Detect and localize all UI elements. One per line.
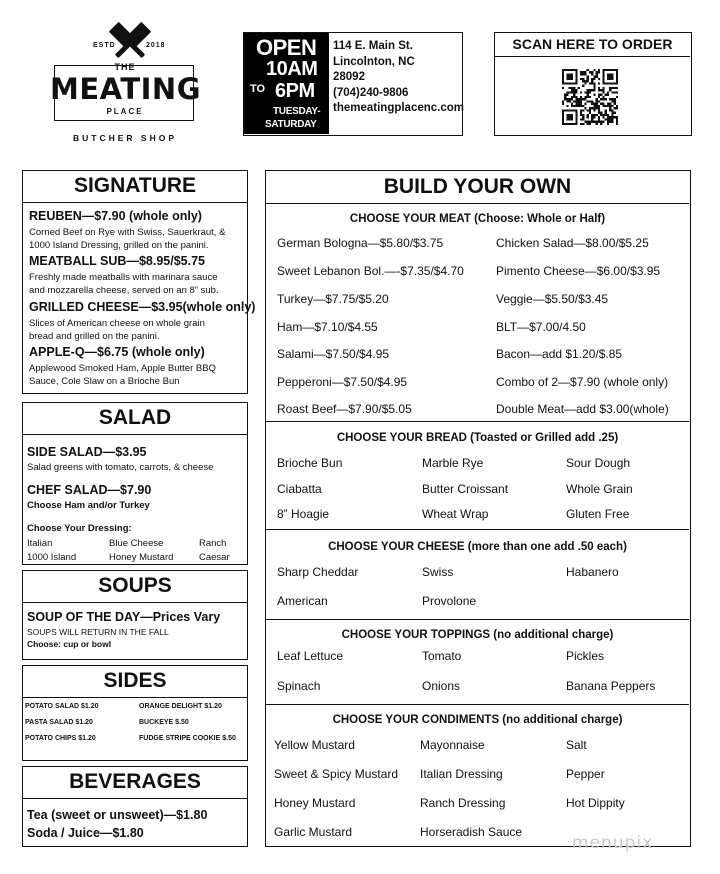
side-item: PASTA SALAD $1.20 xyxy=(25,719,93,726)
menu-item-desc: Salad greens with tomato, carrots, & cheese xyxy=(27,462,214,473)
meat-option: German Bologna—$5.80/$3.75 xyxy=(277,236,444,250)
dressing-label: Choose Your Dressing: xyxy=(27,523,132,534)
logo-estd: ESTD xyxy=(93,42,116,49)
side-item: ORANGE DELIGHT $1.20 xyxy=(139,703,222,710)
cheese-option: Sharp Cheddar xyxy=(277,565,359,579)
bread-option: Ciabatta xyxy=(277,482,322,496)
divider xyxy=(266,421,689,422)
meat-option: Bacon—add $1.20/$.85 xyxy=(496,347,623,361)
menu-item-side-salad: SIDE SALAD—$3.95 xyxy=(27,445,147,459)
menu-item-desc: and mozzarella cheese, served on an 8” sub. xyxy=(29,285,219,296)
menu-item-desc: Slices of American cheese on whole grain xyxy=(29,318,205,329)
dressing-option: Ranch xyxy=(199,538,227,549)
meat-option: Veggie—$5.50/$3.45 xyxy=(496,292,609,306)
divider xyxy=(266,529,689,530)
condiment-option: Garlic Mustard xyxy=(274,825,353,839)
topping-option: Banana Peppers xyxy=(566,679,656,693)
side-item: POTATO SALAD $1.20 xyxy=(25,703,99,710)
beverages-section xyxy=(22,766,248,847)
open-days-2: SATURDAY xyxy=(265,119,317,130)
topping-option: Pickles xyxy=(566,649,605,663)
sides-heading: SIDES xyxy=(23,666,247,698)
meat-option: Turkey—$7.75/$5.20 xyxy=(277,292,389,306)
menu-item-desc: Freshly made meatballs with marinara sauce xyxy=(29,272,218,283)
topping-option: Onions xyxy=(422,679,461,693)
meat-option: Pimento Cheese—$6.00/$3.95 xyxy=(496,264,661,278)
menu-item-desc: 1000 Island Dressing, grilled on the panini. xyxy=(29,240,209,251)
meat-option: Pepperoni—$7.50/$4.95 xyxy=(277,375,408,389)
watermark: menupix xyxy=(572,833,654,853)
open-to: TO xyxy=(250,83,266,95)
open-start: 10AM xyxy=(266,58,318,80)
salad-section xyxy=(22,402,248,565)
scan-label: SCAN HERE TO ORDER xyxy=(495,33,690,57)
meat-option: Double Meat—add $3.00(whole) xyxy=(496,402,669,416)
sides-section xyxy=(22,665,248,761)
bread-heading: CHOOSE YOUR BREAD (Toasted or Grilled add .25) xyxy=(336,432,619,444)
menu-item-soup-of-the-day: SOUP OF THE DAY—Prices Vary xyxy=(27,610,221,624)
divider xyxy=(266,619,689,620)
menu-item-desc: Applewood Smoked Ham, Apple Butter BBQ xyxy=(29,363,216,374)
bread-option: Brioche Bun xyxy=(277,456,343,470)
condiment-option: Sweet & Spicy Mustard xyxy=(274,767,399,781)
condiment-option: Italian Dressing xyxy=(420,767,503,781)
logo-subtitle: BUTCHER SHOP xyxy=(72,133,177,143)
side-item: FUDGE STRIPE COOKIE $.50 xyxy=(139,735,236,742)
dressing-option: Italian xyxy=(27,538,53,549)
meat-option: Roast Beef—$7.90/$5.05 xyxy=(277,402,412,416)
shop-logo xyxy=(50,14,200,148)
menu-item-desc: Sauce, Cole Slaw on a Brioche Bun xyxy=(29,376,180,387)
condiment-option: Mayonnaise xyxy=(420,738,485,752)
open-days-1: TUESDAY- xyxy=(273,106,321,117)
bread-option: Sour Dough xyxy=(566,456,631,470)
bread-option: Gluten Free xyxy=(566,507,630,521)
website-link[interactable]: themeatingplacenc.com xyxy=(333,102,465,114)
dressing-option: 1000 Island xyxy=(27,552,77,563)
side-item: BUCKEYE $.50 xyxy=(139,719,189,726)
cheese-option: Swiss xyxy=(422,565,454,579)
menu-item-apple-q: APPLE-Q—$6.75 (whole only) xyxy=(29,345,205,359)
menu-item-chef-salad: CHEF SALAD—$7.90 xyxy=(27,483,152,497)
meat-option: Combo of 2—$7.90 (whole only) xyxy=(496,375,669,389)
address: 114 E. Main St. xyxy=(333,40,413,52)
bread-option: 8” Hoagie xyxy=(277,507,330,521)
contact-info xyxy=(333,39,464,117)
logo-name: MEATING xyxy=(50,72,202,106)
cheese-option: Provolone xyxy=(422,594,477,608)
zip: 28092 xyxy=(333,71,365,83)
menu-item-desc: Choose Ham and/or Turkey xyxy=(27,500,150,511)
dressing-option: Caesar xyxy=(199,552,230,563)
cheese-heading: CHOOSE YOUR CHEESE (more than one add .50 each) xyxy=(328,541,627,553)
open-end: 6PM xyxy=(275,80,315,102)
soups-heading: SOUPS xyxy=(23,571,247,603)
bread-option: Wheat Wrap xyxy=(422,507,489,521)
qr-code-icon[interactable] xyxy=(562,69,618,125)
bread-option: Butter Croissant xyxy=(422,482,509,496)
logo-the: THE xyxy=(114,62,136,72)
divider xyxy=(266,704,689,705)
cheese-option: American xyxy=(277,594,328,608)
condiment-option: Honey Mustard xyxy=(274,796,356,810)
meat-heading: CHOOSE YOUR MEAT (Choose: Whole or Half) xyxy=(349,213,606,225)
condiment-option: Salt xyxy=(566,738,587,752)
meat-option: Chicken Salad—$8.00/$5.25 xyxy=(496,236,649,250)
city: Lincolnton, NC xyxy=(333,55,415,68)
meat-option: Salami—$7.50/$4.95 xyxy=(277,347,390,361)
logo-place: PLACE xyxy=(106,107,144,116)
menu-item-desc: Corned Beef on Rye with Swiss, Sauerkraut, & xyxy=(29,227,226,238)
phone[interactable]: (704)240-9806 xyxy=(333,86,409,99)
hours-contact-box xyxy=(243,32,463,136)
condiment-option: Ranch Dressing xyxy=(420,796,506,810)
beverages-heading: BEVERAGES xyxy=(23,767,247,799)
condiments-heading: CHOOSE YOUR CONDIMENTS (no additional charge) xyxy=(332,714,623,726)
menu-item-meatball-sub: MEATBALL SUB—$8.95/$5.75 xyxy=(29,254,205,268)
scan-order-box xyxy=(494,32,692,136)
side-item: POTATO CHIPS $1.20 xyxy=(25,735,96,742)
menu-item-desc: bread and grilled on the panini. xyxy=(29,331,160,342)
bread-option: Whole Grain xyxy=(566,482,633,496)
build-heading: BUILD YOUR OWN xyxy=(266,171,689,204)
signature-section xyxy=(22,170,256,394)
soups-note: SOUPS WILL RETURN IN THE FALL xyxy=(27,627,169,637)
hours-panel xyxy=(244,33,329,134)
cheese-option: Habanero xyxy=(566,565,619,579)
soups-section xyxy=(22,570,248,660)
topping-option: Leaf Lettuce xyxy=(277,649,344,663)
signature-heading: SIGNATURE xyxy=(23,171,247,203)
condiment-option: Hot Dippity xyxy=(566,796,625,810)
beverage-item: Soda / Juice—$1.80 xyxy=(27,826,144,840)
condiment-option: Yellow Mustard xyxy=(274,738,355,752)
salad-heading: SALAD xyxy=(23,403,247,435)
dressing-option: Blue Cheese xyxy=(109,538,164,549)
logo-year: 2018 xyxy=(146,42,166,49)
bread-option: Marble Rye xyxy=(422,456,484,470)
build-your-own-section xyxy=(265,170,691,847)
open-label: OPEN xyxy=(256,35,317,60)
topping-option: Spinach xyxy=(277,679,321,693)
meat-option: Sweet Lebanon Bol.—-$7.35/$4.70 xyxy=(277,264,464,278)
topping-option: Tomato xyxy=(422,649,462,663)
soups-choose: Choose: cup or bowl xyxy=(27,639,112,649)
meat-option: Ham—$7.10/$4.55 xyxy=(277,320,378,334)
meat-option: BLT—$7.00/4.50 xyxy=(496,320,586,334)
dressing-option: Honey Mustard xyxy=(109,552,174,563)
menu-item-reuben: REUBEN—$7.90 (whole only) xyxy=(29,209,202,223)
beverage-item: Tea (sweet or unsweet)—$1.80 xyxy=(27,808,208,822)
toppings-heading: CHOOSE YOUR TOPPINGS (no additional charge) xyxy=(341,629,614,641)
condiment-option: Horseradish Sauce xyxy=(420,825,523,839)
condiment-option: Pepper xyxy=(566,767,605,781)
menu-item-grilled-cheese: GRILLED CHEESE—$3.95(whole only) xyxy=(29,300,256,314)
